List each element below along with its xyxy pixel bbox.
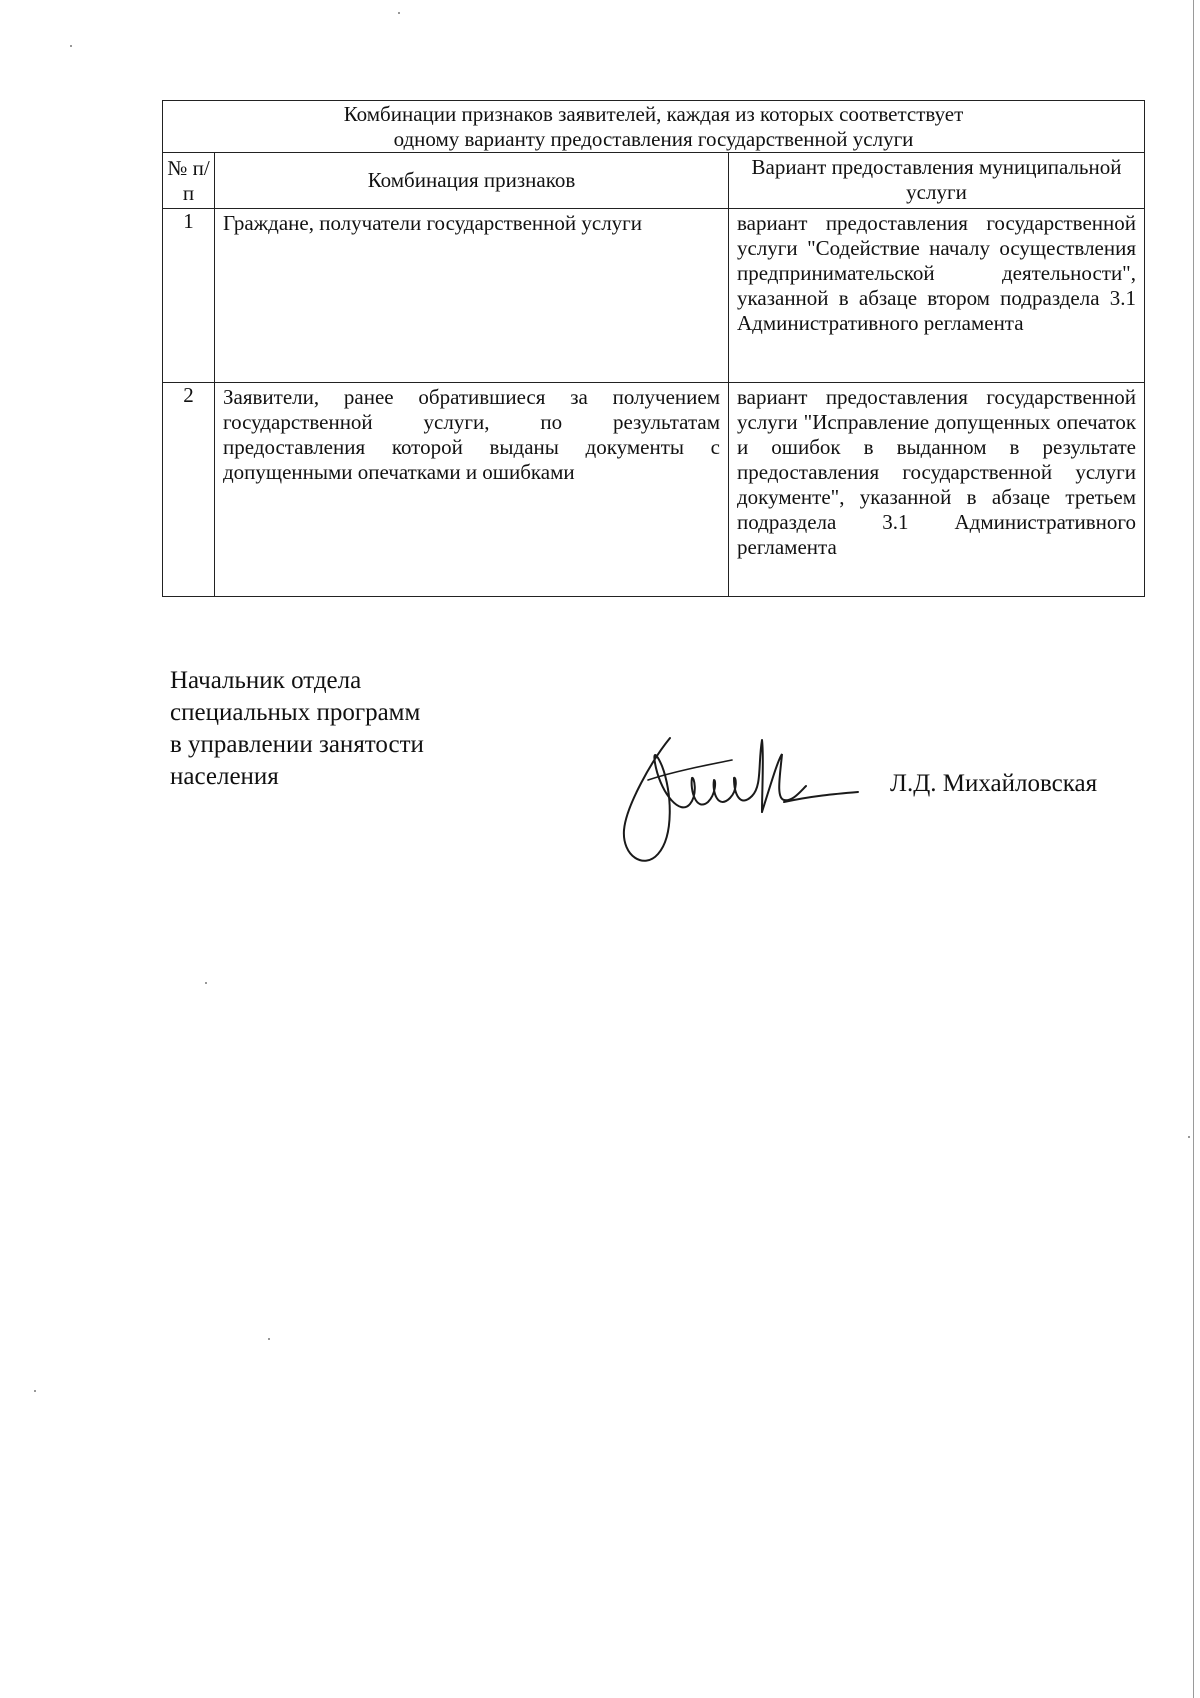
signer-position-line: Начальник отдела xyxy=(170,667,362,694)
table-caption xyxy=(163,101,1145,153)
table-header-row xyxy=(163,153,1145,209)
row-variant: вариант предоставления государственной услуги "Исправление допущенных опечаток и ошибок в выданном в результате предоставления государственной услуги документе", указанной в абзаце третьем подраздела 3.1 Административного регламента xyxy=(729,383,1145,597)
scan-speck xyxy=(1188,1136,1190,1138)
row-variant: вариант предоставления государственной услуги "Содействие началу осуществления предпринимательской деятельности", указанной в абзаце втором подраздела 3.1 Административного регламента xyxy=(729,209,1145,383)
row-combination: Граждане, получатели государственной услуги xyxy=(215,209,729,383)
scan-speck xyxy=(398,12,400,14)
table-row xyxy=(163,383,1145,597)
scan-speck xyxy=(34,1390,36,1392)
signer-position-line: специальных программ xyxy=(170,699,421,726)
scan-edge-line xyxy=(1193,0,1194,1698)
header-number: № п/п xyxy=(163,153,215,209)
signer-position-line: в управлении занятости xyxy=(170,731,424,758)
row-number: 2 xyxy=(163,383,215,597)
signer-position-line: населения xyxy=(170,763,279,790)
scan-speck xyxy=(205,982,207,984)
row-combination: Заявители, ранее обратившиеся за получением государственной услуги, по результатам предоставления которой выданы документы с допущенными опечатками и ошибками xyxy=(215,383,729,597)
table-caption-line-1: Комбинации признаков заявителей, каждая из которых соответствует xyxy=(343,102,964,126)
table-row xyxy=(163,209,1145,383)
applicant-variants-table xyxy=(162,100,1145,597)
row-number: 1 xyxy=(163,209,215,383)
signer-name: Л.Д. Михайловская xyxy=(890,770,1098,797)
table-caption-row xyxy=(163,101,1145,153)
header-variant: Вариант предоставления муниципальной услуги xyxy=(729,153,1145,209)
header-combination: Комбинация признаков xyxy=(215,153,729,209)
table-caption-line-2: одному варианту предоставления государственной услуги xyxy=(393,127,914,151)
handwritten-signature xyxy=(612,720,862,875)
signer-position xyxy=(170,665,424,793)
scan-speck xyxy=(70,45,72,47)
scan-speck xyxy=(268,1338,270,1340)
